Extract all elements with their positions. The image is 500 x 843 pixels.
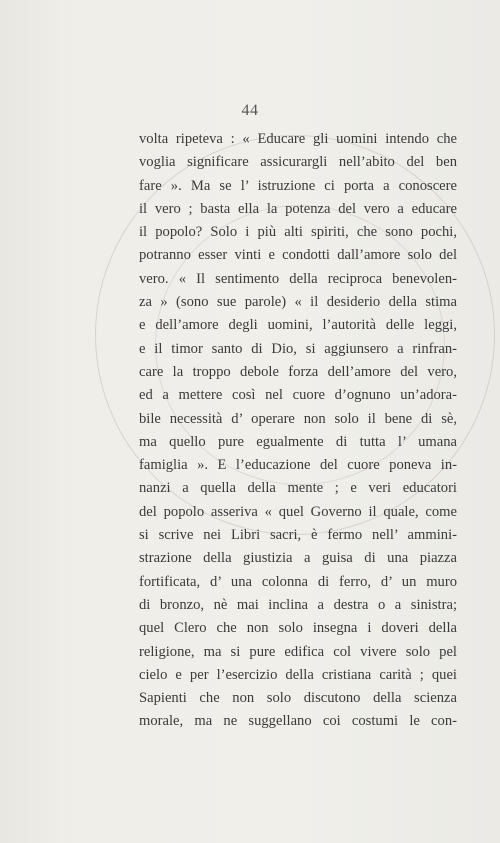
text-line: ed a mettere così nel cuore d’ognuno un’adora- [139, 387, 457, 404]
text-line: potranno esser vinti e condotti dall’amore solo del [139, 247, 457, 264]
text-line: famiglia ». E l’educazione del cuore poneva in- [139, 457, 457, 474]
text-line: e il timor santo di Dio, si aggiunsero a rinfran- [139, 340, 457, 357]
text-line: vero. « Il sentimento della reciproca benevolen- [139, 270, 457, 287]
text-line: del popolo asseriva « quel Governo il quale, come [139, 503, 457, 520]
text-line: quel Clero che non solo insegna i doveri della [139, 620, 457, 637]
text-line: fare ». Ma se l’ istruzione ci porta a conoscere [139, 177, 457, 194]
text-line: nanzi a quella della mente ; e veri educatori [139, 480, 457, 497]
text-line: Sapienti che non solo discutono della scienza [139, 690, 457, 707]
text-line: si scrive nei Libri sacri, è fermo nell’ ammini- [139, 527, 457, 544]
text-line: bile necessità d’ operare non solo il bene di sè, [139, 410, 457, 427]
text-line: fortificata, d’ una colonna di ferro, d’ un muro [139, 573, 457, 590]
text-line: il popolo? Solo i più alti spiriti, che sono pochi, [139, 224, 457, 241]
text-line: e dell’amore degli uomini, l’autorità delle leggi, [139, 317, 457, 334]
text-line: strazione della giustizia a guisa di una piazza [139, 550, 457, 567]
text-line: ma quello pure egualmente di tutta l’ umana [139, 433, 457, 450]
text-line: voglia significare assicurargli nell’abito del ben [139, 154, 457, 171]
text-line: care la troppo debole forza dell’amore del vero, [139, 363, 457, 380]
text-line: volta ripeteva : « Educare gli uomini intendo che [139, 131, 457, 147]
text-line: morale, ma ne suggellano coi costumi le con- [139, 713, 457, 730]
body-text [139, 128, 457, 734]
text-line: za » (sono sue parole) « il desiderio della stima [139, 294, 457, 311]
text-line: religione, ma si pure edifica col vivere solo pel [139, 643, 457, 660]
text-line: il vero ; basta ella la potenza del vero a educare [139, 200, 457, 217]
text-line: di bronzo, nè mai inclina a destra o a sinistra; [139, 596, 457, 613]
text-line: cielo e per l’esercizio della cristiana carità ; quei [139, 666, 457, 683]
page-number: 44 [241, 102, 259, 119]
